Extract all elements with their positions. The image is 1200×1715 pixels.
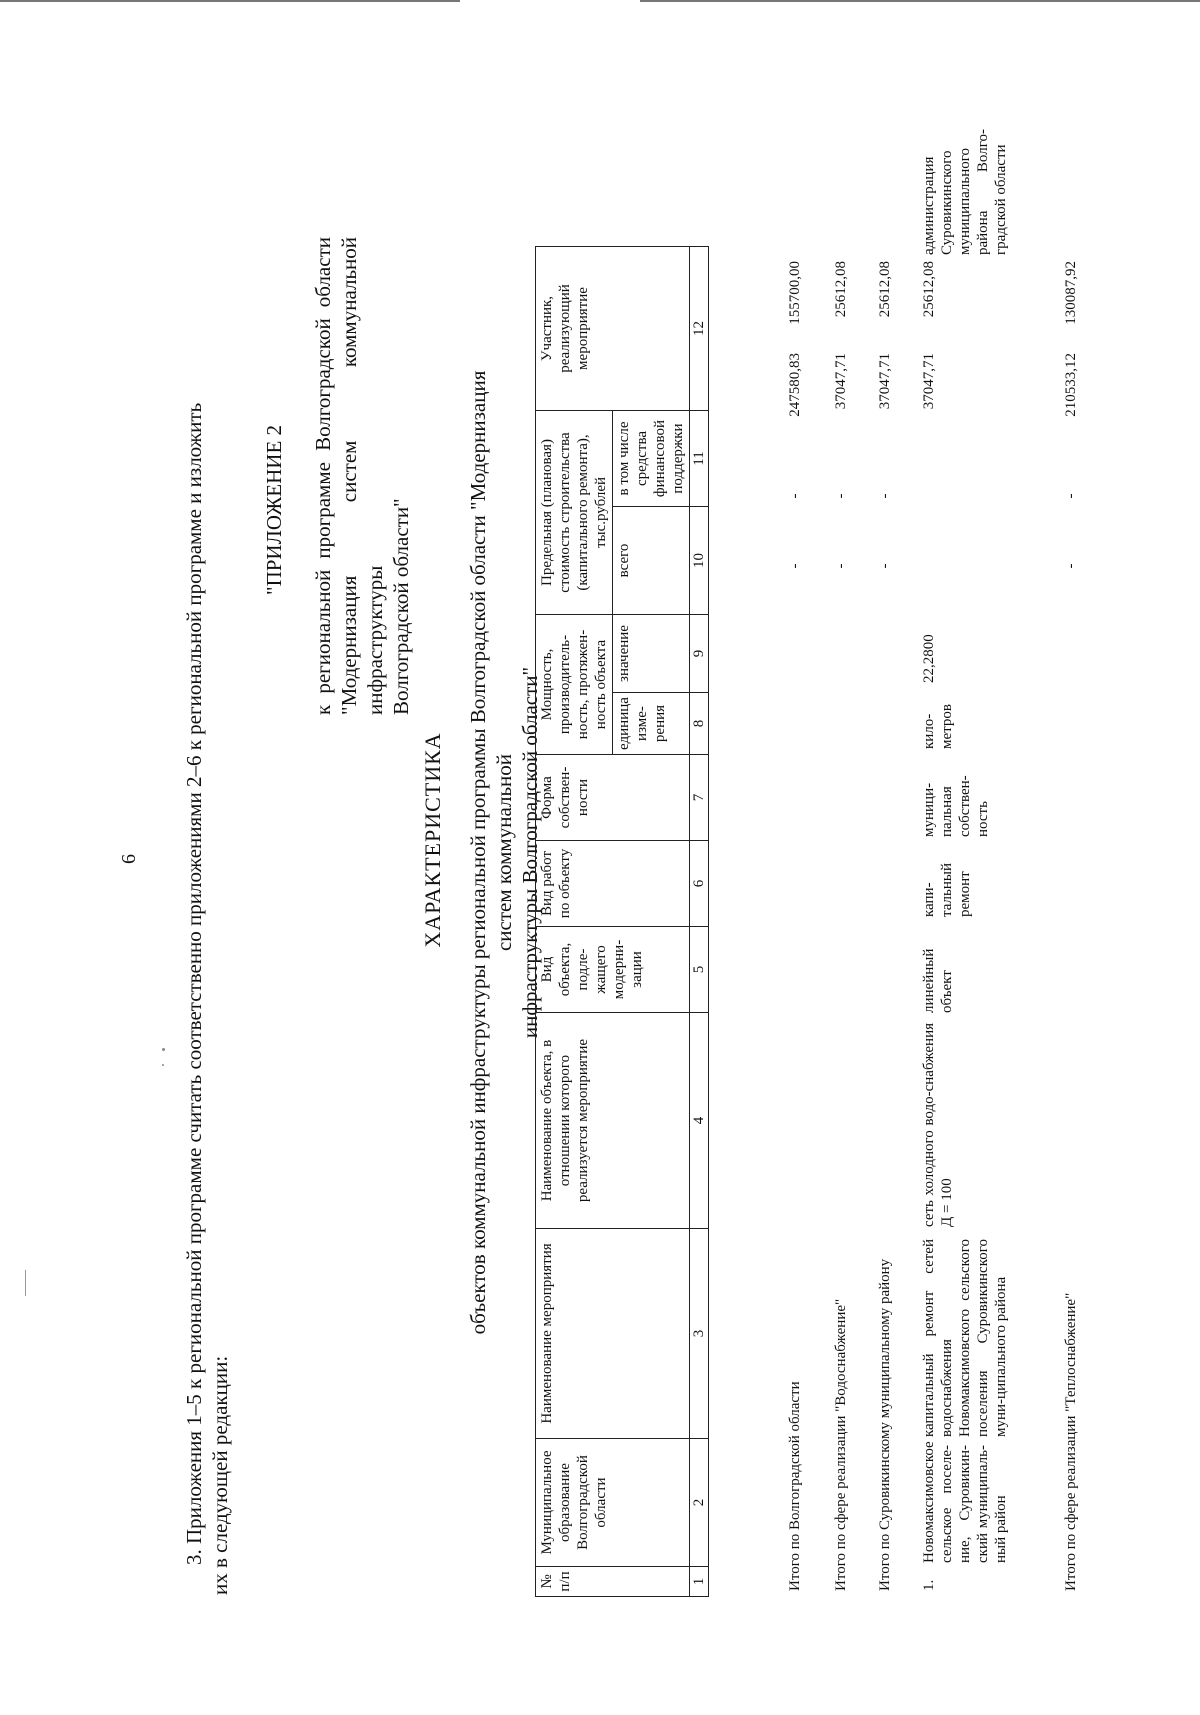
header-cost: Предельная (плановая) стоимость строительства (капитального ремонта), тыс.рублей — [536, 411, 613, 615]
row-unit: - — [833, 563, 849, 569]
header-value: значение — [613, 615, 690, 693]
row-value: - — [877, 493, 893, 499]
row-object-name: сеть холодного водо-снабжения Д = 100 — [921, 1023, 955, 1227]
row-label: Итого по Волгоградской области — [787, 1381, 803, 1591]
row-value: - — [1063, 493, 1079, 499]
column-number: 9 — [690, 615, 709, 693]
document-subtitle-line-1: объектов коммунальной инфраструктуры региональной программы Волгоградской области "Модернизация систем коммунальной — [466, 370, 516, 1335]
row-object-type: линейный объект — [921, 948, 955, 1013]
row-cost-total: 37047,71 — [833, 353, 849, 410]
row-unit: - — [877, 563, 893, 569]
document-title: ХАРАКТЕРИСТИКА — [420, 732, 445, 948]
row-value: - — [787, 493, 803, 499]
row-value: - — [833, 493, 849, 499]
header-ownership: Форма собствен-ности — [536, 755, 690, 841]
intro-line-2: их в следующей редакции: — [208, 1355, 232, 1595]
row-unit: - — [1063, 563, 1079, 569]
header-object-name: Наименование объекта, в отношении которого реализуется мероприятие — [536, 1013, 690, 1229]
column-number: 8 — [690, 693, 709, 755]
row-unit: - — [787, 563, 803, 569]
column-number: 5 — [690, 927, 709, 1013]
row-cost-support: 25612,08 — [921, 261, 937, 318]
row-cost-total: 210533,12 — [1063, 353, 1079, 417]
header-cost-support: в том числе средства финансовой поддержки — [613, 411, 690, 507]
column-number: 2 — [690, 1439, 709, 1567]
header-capacity: Мощность, производитель-ность, протяжен-ность объекта — [536, 615, 613, 755]
row-cost-total: 247580,83 — [787, 353, 803, 417]
row-label: Итого по Суровикинскому муниципальному району — [877, 1258, 893, 1591]
column-number-row — [690, 247, 709, 1597]
row-cost-total: 37047,71 — [921, 353, 937, 410]
header-participant: Участник, реализующий мероприятие — [536, 247, 690, 411]
column-number: 10 — [690, 507, 709, 615]
header-num: № п/п — [536, 1567, 690, 1597]
row-unit: кило-метров — [921, 704, 955, 749]
header-object-type: Вид объекта, подле-жащего модерни-зации — [536, 927, 690, 1013]
header-row-1 — [536, 247, 613, 1597]
appendix-reference-line-3: Волгоградской области" — [389, 498, 413, 715]
row-cost-support: 25612,08 — [877, 261, 893, 318]
document-subtitle-line-2: инфраструктуры Волгоградской области" — [518, 666, 542, 1039]
document-subtitle — [465, 350, 543, 1355]
row-label: Итого по сфере реализации "Теплоснабжение" — [1063, 1292, 1079, 1591]
column-number: 1 — [690, 1567, 709, 1597]
row-work-type: капи-тальный ремонт — [921, 863, 973, 917]
header-work-type: Вид работ по объекту — [536, 841, 690, 927]
column-number: 4 — [690, 1013, 709, 1229]
header-unit: единица изме-рения — [613, 693, 690, 755]
page-number: 6 — [118, 854, 140, 864]
row-participant: администрация Суровикинского муниципального района Волго-градской области — [921, 129, 1009, 255]
header-event: Наименование мероприятия — [536, 1229, 690, 1439]
column-number: 12 — [690, 247, 709, 411]
row-cost-support: 25612,08 — [833, 261, 849, 318]
row-value: 22,2800 — [921, 634, 937, 683]
row-municipality: Новомаксимовское сельское поселе-ние, Суровикин-ский муниципаль-ный район — [921, 1441, 1009, 1563]
column-number: 3 — [690, 1229, 709, 1439]
appendix-reference — [310, 237, 414, 715]
row-cost-support: 130087,92 — [1063, 261, 1079, 325]
intro-paragraph — [181, 115, 233, 1595]
row-event: капитальный ремонт сетей водоснабжения Новомаксимовского сельского поселения Суровикинского муни-ципального района — [921, 1239, 1009, 1437]
appendix-reference-line-2: "Модернизация систем коммунальной инфраструктуры — [337, 237, 387, 715]
column-number: 6 — [690, 841, 709, 927]
header-cost-total: всего — [613, 507, 690, 615]
row-num: 1. — [921, 1579, 937, 1591]
row-cost-total: 37047,71 — [877, 353, 893, 410]
column-number: 7 — [690, 755, 709, 841]
objects-table — [535, 246, 709, 1597]
header-municipality: Муниципальное образование Волгоградской области — [536, 1439, 690, 1567]
column-number: 11 — [690, 411, 709, 507]
row-label: Итого по сфере реализации "Водоснабжение" — [833, 1298, 849, 1591]
appendix-reference-line-1: к региональной программе Волгоградской области — [311, 237, 335, 715]
intro-line-1: 3. Приложения 1–5 к региональной программе считать соответственно приложениями 2–6 к региональной программе и изложить — [182, 402, 206, 1565]
appendix-title: "ПРИЛОЖЕНИЕ 2 — [262, 424, 286, 595]
row-ownership: муници-пальная собствен-ность — [921, 775, 991, 837]
row-cost-support: 155700,00 — [787, 261, 803, 325]
